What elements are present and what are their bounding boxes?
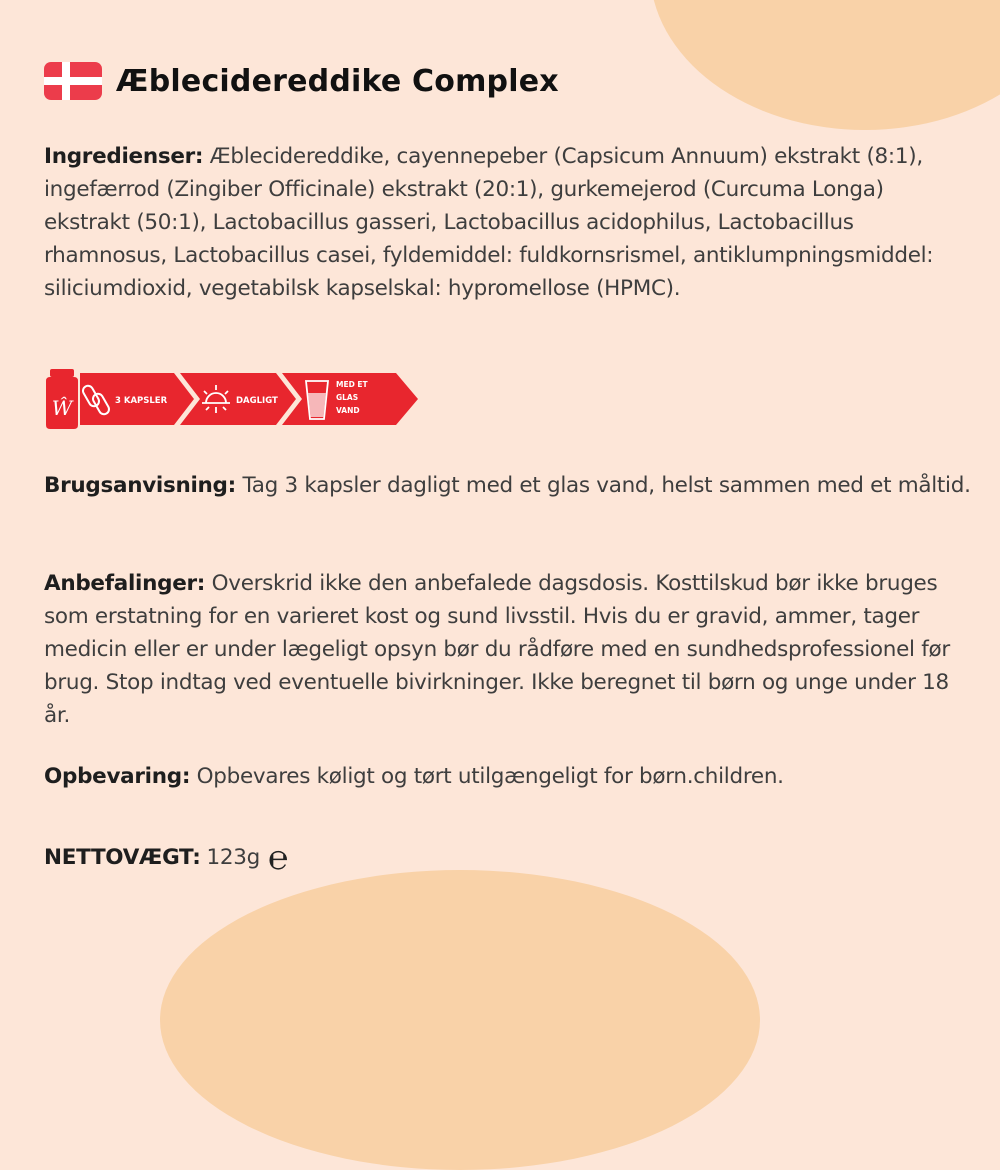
usage-text: Tag 3 kapsler dagligt med et glas vand, helst sammen med et måltid. — [235, 473, 971, 498]
product-title: Æblecidereddike Complex — [116, 63, 559, 99]
step-1-label: 3 KAPSLER — [115, 396, 168, 406]
decorative-blob-bottom — [160, 870, 760, 1170]
storage-label: Opbevaring: — [44, 764, 191, 789]
net-weight-value: 123g — [206, 845, 261, 870]
step-3-label-line-2: GLAS — [336, 393, 359, 402]
ingredients-section — [44, 140, 974, 305]
storage-text: Opbevares køligt og tørt utilgængeligt for børn.children. — [190, 764, 784, 789]
dosage-banner — [44, 367, 424, 431]
usage-section — [44, 469, 974, 502]
recommendations-label: Anbefalinger: — [44, 571, 206, 596]
svg-text:Ŵ: Ŵ — [51, 396, 73, 420]
step-2-label: DAGLIGT — [236, 396, 278, 406]
storage-section — [44, 760, 974, 793]
net-weight-label: NETTOVÆGT: — [44, 845, 201, 870]
ingredients-text: Æblecidereddike, cayennepeber (Capsicum Annuum) ekstrakt (8:1), ingefærrod (Zingiber Officinale) ekstrakt (20:1), gurkemejerod (Curcuma Longa) ekstrakt (50:1), Lactobacillus gasseri, Lactobacillus acidophilus, Lactobacillus rhamnosus, Lactobacillus casei, fyldemiddel: fuldkornsrismel, antiklumpningsmiddel: siliciumdioxid, vegetabilsk kapselskal: hypromellose (HPMC). — [44, 144, 934, 301]
step-3-label-line-1: MED ET — [336, 380, 368, 389]
supplement-jar-icon — [46, 369, 78, 429]
estimated-e-mark-icon: ℮ — [268, 838, 289, 878]
step-3-label-line-3: VAND — [336, 406, 360, 415]
decorative-blob-top-right — [650, 0, 1000, 130]
usage-label: Brugsanvisning: — [44, 473, 236, 498]
net-weight — [44, 838, 288, 878]
recommendations-section — [44, 567, 974, 732]
recommendations-text: Overskrid ikke den anbefalede dagsdosis. Kosttilskud bør ikke bruges som erstatning for en varieret kost og sund livsstil. Hvis du er gravid, ammer, tager medicin eller er under lægeligt opsyn bør du rådføre med en sundhedsprofessionel før brug. Stop indtag ved eventuelle bivirkninger. Ikke beregnet til børn og unge under 18 år. — [44, 571, 950, 728]
denmark-flag-icon — [44, 62, 102, 100]
header — [44, 60, 559, 102]
ingredients-label: Ingredienser: — [44, 144, 204, 169]
